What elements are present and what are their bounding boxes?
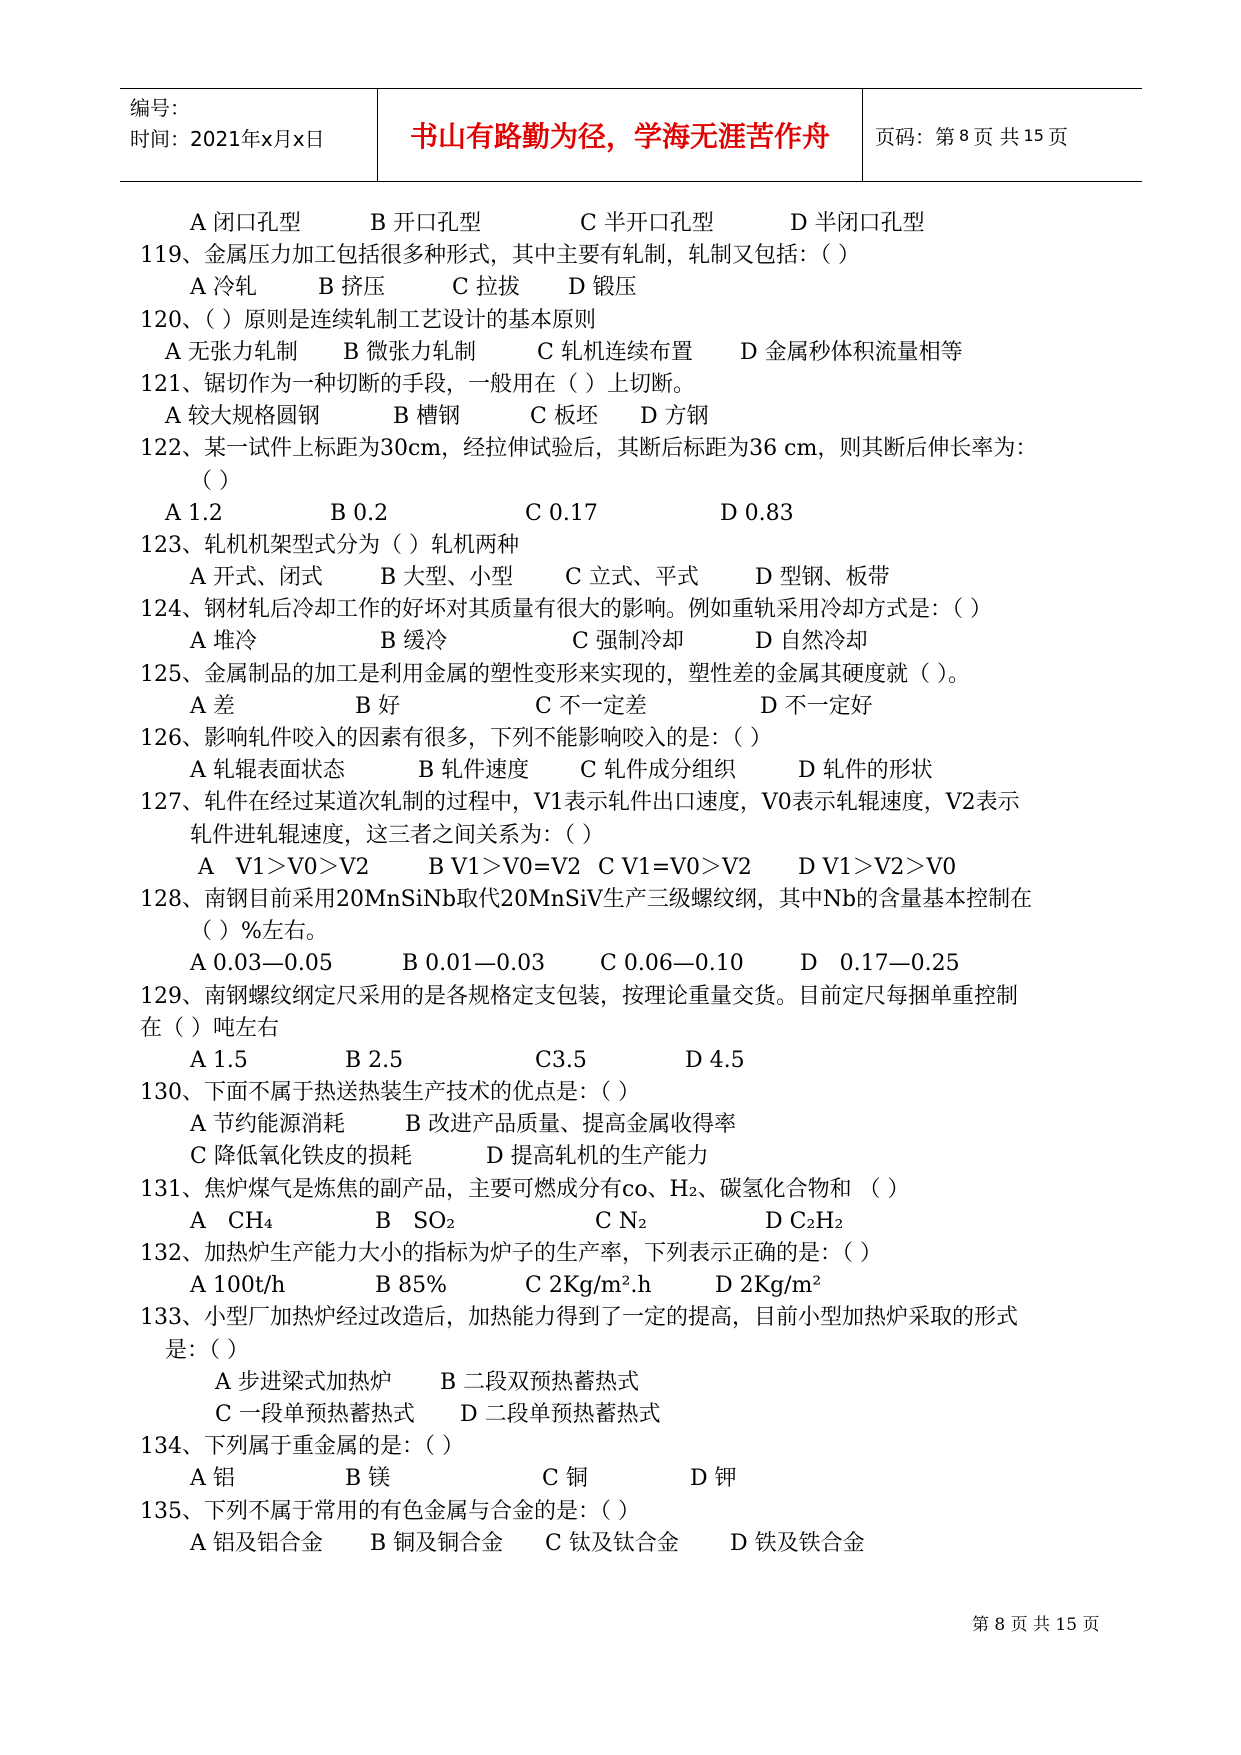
answer-option: B 改进产品质量、提高金属收得率 <box>405 1112 737 1138</box>
options-line <box>140 1367 1140 1399</box>
answer-option: B 0.2 <box>330 500 389 526</box>
question-text: 130、下面不属于热送热装生产技术的优点是：（ ） <box>140 1080 640 1106</box>
answer-option: A 差 <box>190 693 235 719</box>
header-info-cell <box>120 89 378 181</box>
question-text: 132、加热炉生产能力大小的指标为炉子的生产率，下列表示正确的是：（ ） <box>140 1241 882 1266</box>
options-line <box>140 1109 1140 1141</box>
page-footer: 第 8 页 共 15 页 <box>972 1615 1100 1635</box>
answer-option: D 方钢 <box>640 404 709 430</box>
answer-option: A 节约能源消耗 <box>190 1112 345 1138</box>
answer-option: A 铝及铝合金 <box>190 1530 323 1556</box>
answer-option: A 冷轧 <box>190 275 257 301</box>
answer-option: B 微张力轧制 <box>343 339 477 365</box>
question-text: 135、下列不属于常用的有色金属与合金的是：（ ） <box>140 1498 640 1524</box>
question-line <box>140 240 1140 272</box>
question-line <box>140 723 1140 755</box>
question-line <box>140 820 1140 852</box>
answer-option: D 铁及铁合金 <box>730 1530 865 1556</box>
answer-option: C 2Kg/m².h <box>525 1273 652 1299</box>
answer-option: A V1＞V0＞V2 <box>198 854 370 880</box>
answer-option: B 槽钢 <box>393 404 461 430</box>
answer-option: C 半开口孔型 <box>580 211 714 236</box>
question-line <box>140 787 1140 819</box>
question-line <box>140 305 1140 337</box>
answer-option: A CH₄ <box>190 1208 273 1234</box>
page-prefix: 页码：第 <box>875 124 955 149</box>
question-line <box>140 916 1140 948</box>
answer-option: B 二段双预热蓄热式 <box>440 1369 640 1395</box>
answer-option: A 闭口孔型 <box>190 211 301 236</box>
answer-option: D 半闭口孔型 <box>790 211 925 236</box>
question-line <box>140 369 1140 401</box>
question-text: 123、轧机机架型式分为（ ）轧机两种 <box>140 532 519 558</box>
answer-option: C 降低氧化铁皮的损耗 <box>190 1144 412 1170</box>
question-line <box>140 884 1140 916</box>
answer-option: C 轧机连续布置 <box>537 339 693 365</box>
answer-option: A 堆冷 <box>190 629 257 655</box>
header-motto: 书山有路勤为径，学海无涯苦作舟 <box>409 120 830 153</box>
answer-option: B 挤压 <box>318 275 386 301</box>
document-time <box>130 124 377 155</box>
time-label: 时间： <box>130 127 190 151</box>
question-text: （ ）%左右。 <box>190 919 328 945</box>
answer-option: C 立式、平式 <box>565 565 699 591</box>
answer-option: B 0.01—0.03 <box>402 951 546 977</box>
answer-option: B 好 <box>355 693 401 719</box>
answer-option: C N₂ <box>595 1208 647 1234</box>
answer-option: D 金属秒体积流量相等 <box>740 339 963 365</box>
answer-option: A 铝 <box>190 1466 235 1492</box>
question-text: 127、轧件在经过某道次轧制的过程中，V1表示轧件出口速度，V0表示轧辊速度，V2表示 <box>140 790 1020 816</box>
options-line <box>140 272 1140 304</box>
options-line <box>140 1206 1140 1238</box>
answer-option: C 强制冷却 <box>572 629 684 655</box>
question-line <box>140 1302 1140 1334</box>
question-line <box>140 1496 1140 1528</box>
question-line <box>140 530 1140 562</box>
options-line <box>140 1463 1140 1495</box>
answer-option: C 铜 <box>542 1466 588 1492</box>
question-text: （ ） <box>190 468 241 494</box>
answer-option: A 0.03—0.05 <box>190 951 333 977</box>
answer-option: C 板坯 <box>530 404 598 430</box>
page-suffix: 页 <box>1047 124 1068 149</box>
question-text: 129、南钢螺纹纲定尺采用的是各规格定支包装，按理论重量交货。目前定尺每捆单重控制 <box>140 983 1018 1009</box>
answer-option: C 不一定差 <box>535 693 647 719</box>
page-number: 8 <box>959 125 970 145</box>
page-total: 15 <box>1023 125 1044 145</box>
answer-option: D 钾 <box>690 1466 737 1492</box>
question-line <box>140 1431 1140 1463</box>
answer-option: B 2.5 <box>345 1047 404 1073</box>
answer-option: C 拉拔 <box>452 275 520 301</box>
answer-option: C 轧件成分组织 <box>580 758 736 784</box>
question-text: 轧件进轧辊速度，这三者之间关系为：（ ） <box>190 822 604 848</box>
header-page-cell <box>863 89 1142 181</box>
answer-option: A 无张力轧制 <box>165 339 298 365</box>
answer-option: D 二段单预热蓄热式 <box>460 1401 661 1427</box>
answer-option: D V1＞V2＞V0 <box>798 854 957 880</box>
answer-option: B 缓冷 <box>380 629 448 655</box>
options-line <box>140 337 1140 369</box>
question-list <box>140 208 1140 1560</box>
answer-option: A 1.2 <box>165 500 223 526</box>
question-line <box>140 1238 1140 1270</box>
answer-option: B 大型、小型 <box>380 565 514 591</box>
question-line <box>140 659 1140 691</box>
page-mid: 页 共 <box>973 124 1020 149</box>
question-text: 122、某一试件上标距为30cm，经拉伸试验后，其断后标距为36 cm，则其断后伸长率为： <box>140 436 1038 462</box>
answer-option: B V1＞V0=V2 <box>428 854 582 880</box>
answer-option: C 钛及钛合金 <box>545 1530 679 1556</box>
options-line <box>140 852 1140 884</box>
answer-option: A 100t/h <box>190 1273 286 1299</box>
options-line <box>140 1528 1140 1560</box>
answer-option: A 较大规格圆钢 <box>165 404 320 430</box>
answer-option: D 4.5 <box>685 1047 745 1073</box>
page-header <box>120 88 1142 182</box>
question-text: 在（ ）吨左右 <box>140 1015 279 1041</box>
answer-option: C 一段单预热蓄热式 <box>215 1401 415 1427</box>
answer-option: C V1=V0＞V2 <box>598 854 752 880</box>
question-text: 131、焦炉煤气是炼焦的副产品，主要可燃成分有co、H₂、碳氢化合物和 （ ） <box>140 1176 910 1202</box>
options-line <box>140 755 1140 787</box>
options-line <box>140 948 1140 980</box>
question-line <box>140 1335 1140 1367</box>
question-line <box>140 433 1140 465</box>
answer-option: B 85% <box>375 1273 448 1299</box>
answer-option: D 0.17—0.25 <box>800 951 960 977</box>
question-text: 134、下列属于重金属的是：（ ） <box>140 1434 464 1460</box>
answer-option: B 轧件速度 <box>418 758 530 784</box>
question-text: 是：（ ） <box>165 1337 249 1363</box>
question-line <box>140 594 1140 626</box>
question-text: 124、钢材轧后冷却工作的好坏对其质量有很大的影响。例如重轨采用冷却方式是：（ ） <box>140 597 992 623</box>
answer-option: A 轧辊表面状态 <box>190 758 345 784</box>
answer-option: A 1.5 <box>190 1047 248 1073</box>
answer-option: D 型钢、板带 <box>755 565 890 591</box>
answer-option: D 锻压 <box>568 275 637 301</box>
question-line <box>140 1077 1140 1109</box>
answer-option: D 提高轧机的生产能力 <box>486 1144 709 1170</box>
options-line <box>140 626 1140 658</box>
answer-option: B 开口孔型 <box>370 211 482 236</box>
answer-option: C3.5 <box>535 1047 587 1073</box>
question-line <box>140 981 1140 1013</box>
options-line <box>140 691 1140 723</box>
answer-option: C 0.06—0.10 <box>600 951 744 977</box>
answer-option: A 开式、闭式 <box>190 565 323 591</box>
answer-option: D 不一定好 <box>760 693 873 719</box>
question-text: 121、锯切作为一种切断的手段，一般用在（ ）上切断。 <box>140 371 695 397</box>
question-text: 126、影响轧件咬入的因素有很多，下列不能影响咬入的是：（ ） <box>140 726 772 751</box>
question-line <box>140 466 1140 498</box>
answer-option: B 镁 <box>345 1466 391 1492</box>
answer-option: D 2Kg/m² <box>715 1273 822 1299</box>
answer-option: D C₂H₂ <box>765 1208 844 1234</box>
question-text: 125、金属制品的加工是利用金属的塑性变形来实现的，塑性差的金属其硬度就（ ）。 <box>140 661 970 687</box>
question-text: 119、金属压力加工包括很多种形式，其中主要有轧制，轧制又包括：（ ） <box>140 243 860 269</box>
answer-option: A 步进梁式加热炉 <box>215 1369 392 1395</box>
question-text: 120、（ ）原则是连续轧制工艺设计的基本原则 <box>140 307 596 333</box>
options-line <box>140 562 1140 594</box>
answer-option: B SO₂ <box>375 1208 456 1234</box>
time-value: 2021年x月x日 <box>190 127 325 151</box>
options-line <box>140 1045 1140 1077</box>
options-line <box>140 401 1140 433</box>
question-line <box>140 1013 1140 1045</box>
answer-option: D 0.83 <box>720 500 794 526</box>
options-line <box>140 498 1140 530</box>
header-motto-cell <box>378 89 863 181</box>
question-line <box>140 1174 1140 1206</box>
question-text: 133、小型厂加热炉经过改造后，加热能力得到了一定的提高，目前小型加热炉采取的形式 <box>140 1305 1018 1331</box>
question-text: 128、南钢目前采用20MnSiNb取代20MnSiV生产三级螺纹纲，其中Nb的含量基本控制在 <box>140 886 1033 912</box>
answer-option: B 铜及铜合金 <box>370 1530 504 1556</box>
answer-option: D 轧件的形状 <box>798 758 933 784</box>
answer-option: D 自然冷却 <box>755 629 868 655</box>
options-line <box>140 1399 1140 1431</box>
options-line <box>140 1141 1140 1173</box>
options-line <box>140 208 1140 240</box>
options-line <box>140 1270 1140 1302</box>
answer-option: C 0.17 <box>525 500 598 526</box>
document-number: 编号： <box>130 96 190 120</box>
